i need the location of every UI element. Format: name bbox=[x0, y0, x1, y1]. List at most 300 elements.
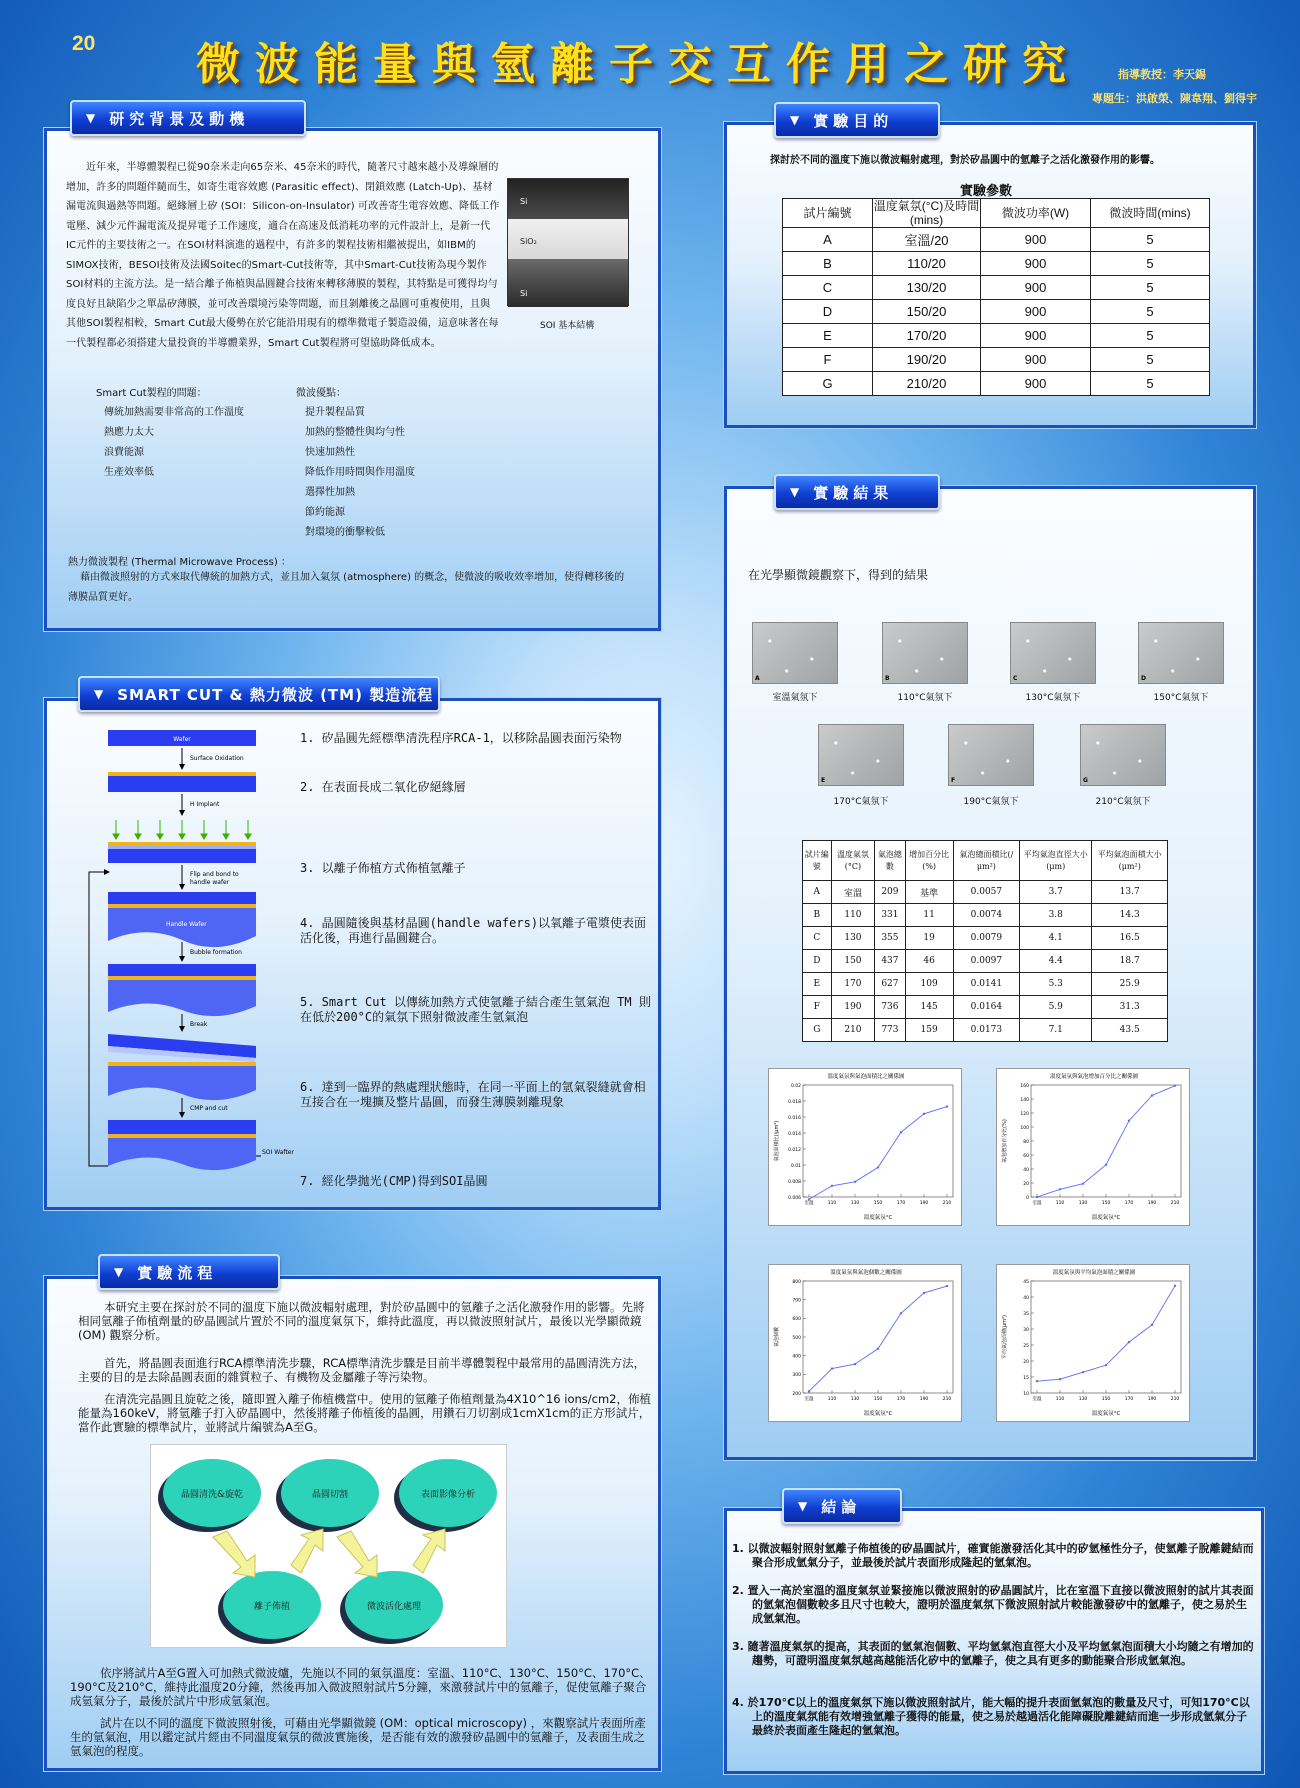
conclusion-header-label: 結論 bbox=[821, 1497, 862, 1516]
process-step: 2. 在表面長成二氧化矽絕緣層 bbox=[300, 780, 466, 794]
x-axis-label: 溫度氣氛°C bbox=[863, 1411, 893, 1417]
advantage-item: 降低作用時間與作用溫度 bbox=[305, 467, 415, 478]
table-header-cell: 氣泡總面積比(/μm²) bbox=[953, 841, 1019, 881]
table-cell: 3.8 bbox=[1020, 904, 1092, 927]
results-intro: 在光學顯微鏡觀察下，得到的結果 bbox=[748, 568, 929, 582]
x-tick-label: 110 bbox=[827, 1201, 837, 1206]
problem-item: 生產效率低 bbox=[104, 467, 154, 478]
table-cell: 190/20 bbox=[873, 348, 981, 372]
advantage-item: 快速加熱性 bbox=[305, 447, 355, 458]
y-tick-label: 120 bbox=[1020, 1111, 1029, 1117]
y-tick-label: 45 bbox=[1023, 1279, 1029, 1285]
table-cell: 150 bbox=[831, 950, 875, 973]
y-tick-label: 100 bbox=[1020, 1125, 1029, 1131]
y-axis-label: 氣泡面積比(/μm²) bbox=[774, 1120, 780, 1162]
table-header-cell: 增加百分比(%) bbox=[905, 841, 953, 881]
table-row bbox=[783, 252, 1210, 276]
params-table bbox=[782, 198, 1210, 396]
x-axis-label: 溫度氣氛°C bbox=[1091, 1411, 1121, 1417]
table-cell: 11 bbox=[905, 904, 953, 927]
y-tick-label: 160 bbox=[1020, 1083, 1029, 1089]
thermal-title: 熱力微波製程 (Thermal Microwave Process) ： bbox=[68, 557, 291, 568]
series-line bbox=[1037, 1286, 1175, 1381]
results-header bbox=[774, 474, 940, 510]
table-cell: 170 bbox=[831, 973, 875, 996]
table-cell: 331 bbox=[875, 904, 905, 927]
data-point bbox=[1128, 1341, 1130, 1343]
x-tick-label: 130 bbox=[1078, 1201, 1088, 1206]
advantage-item: 選擇性加熱 bbox=[305, 487, 355, 498]
x-tick-label: 110 bbox=[1055, 1201, 1065, 1206]
table-cell: 110/20 bbox=[873, 252, 981, 276]
chart-title: 溫度氣氛與氣泡增加百分比之關係圖 bbox=[1049, 1074, 1139, 1080]
procedure-paragraph-1: 本研究主要在探討於不同的溫度下施以微波輻射處理，對於矽晶圓中的氫離子之活化激發作用的影響。先將相同氫離子佈植劑量的矽晶圓試片置於不同的溫度氣氛下，維持此溫度，再以微波照射試片，最後以光學顯微鏡 (OM) 觀察分析。 bbox=[78, 1300, 645, 1342]
table-row bbox=[803, 973, 1168, 996]
data-point bbox=[1128, 1120, 1130, 1122]
table-cell: 16.5 bbox=[1092, 927, 1168, 950]
table-cell: 773 bbox=[875, 1019, 905, 1042]
x-tick-label: 210 bbox=[1170, 1397, 1180, 1402]
table-cell: 5.3 bbox=[1020, 973, 1092, 996]
soi-sio2-label: SiO₂ bbox=[520, 237, 537, 246]
chart-title: 溫度氣氛與平均氣泡面積之關係圖 bbox=[1052, 1270, 1136, 1276]
y-tick-label: 140 bbox=[1020, 1097, 1029, 1103]
table-cell: 4.4 bbox=[1020, 950, 1092, 973]
om-photo-caption: 150°C氣氛下 bbox=[1153, 693, 1209, 703]
problem-item: 熱應力太大 bbox=[104, 427, 154, 438]
y-tick-label: 300 bbox=[792, 1373, 801, 1379]
y-tick-label: 500 bbox=[792, 1335, 801, 1341]
chart-bubble-area-ratio bbox=[768, 1068, 962, 1226]
data-point bbox=[1059, 1378, 1061, 1380]
conclusion-header bbox=[782, 1488, 902, 1524]
om-photo: G bbox=[1080, 724, 1166, 786]
table-cell: 25.9 bbox=[1092, 973, 1168, 996]
table-row bbox=[783, 324, 1210, 348]
x-tick-label: 210 bbox=[1170, 1201, 1180, 1206]
table-cell: F bbox=[803, 996, 832, 1019]
results-header-label: 實驗結果 bbox=[813, 483, 894, 502]
table-header-cell: 試片編號 bbox=[783, 199, 873, 228]
data-point bbox=[1151, 1324, 1153, 1326]
poster-title: 微波能量與氫離子交互作用之研究 bbox=[196, 39, 1081, 90]
diagram-implant-label: H Implant bbox=[190, 801, 220, 808]
procedure-paragraph-2: 首先，將晶圓表面進行RCA標準清洗步驟，RCA標準清洗步驟是目前半導體製程中最常用的晶圓清洗方法，主要的目的是去除晶圓表面的雜質粒子、有機物及金屬離子等污染物。 bbox=[78, 1356, 646, 1384]
table-cell: 437 bbox=[875, 950, 905, 973]
x-tick-label: 170 bbox=[1124, 1397, 1134, 1402]
data-point bbox=[1151, 1094, 1153, 1096]
page-number: 20 bbox=[72, 32, 96, 55]
process-header bbox=[78, 676, 440, 712]
x-tick-label: 室溫 bbox=[1032, 1397, 1042, 1402]
y-tick-label: 0.014 bbox=[788, 1131, 801, 1137]
table-cell: 150/20 bbox=[873, 300, 981, 324]
y-tick-label: 0.02 bbox=[790, 1083, 801, 1089]
table-cell: A bbox=[783, 228, 873, 252]
table-cell: 170/20 bbox=[873, 324, 981, 348]
y-tick-label: 0.008 bbox=[788, 1179, 801, 1185]
table-cell: 43.5 bbox=[1092, 1019, 1168, 1042]
y-tick-label: 40 bbox=[1023, 1295, 1029, 1301]
data-point bbox=[808, 1390, 810, 1392]
table-cell: 900 bbox=[981, 324, 1091, 348]
flow-node: 晶圓切割 bbox=[281, 1459, 379, 1527]
diagram-wafer-label: Wafer bbox=[173, 736, 191, 743]
students-label: 專題生：洪啟榮、陳韋翔、劉得宇 bbox=[1092, 92, 1257, 105]
process-step: 5. Smart Cut 以傳統加熱方式使氫離子結合產生氫氣泡 TM 則在低於200°C的氣氛下照射微波產生氫氣泡 bbox=[300, 995, 651, 1024]
table-cell: 5 bbox=[1091, 348, 1210, 372]
table-cell: 190 bbox=[831, 996, 875, 1019]
x-tick-label: 150 bbox=[1101, 1201, 1111, 1206]
x-tick-label: 130 bbox=[1078, 1397, 1088, 1402]
procedure-paragraph-4: 依序將試片A至G置入可加熱式微波爐，先施以不同的氣氛溫度：室溫、110°C、130°C、150°C、170°C、190°C及210°C，維持此溫度20分鐘，然後再加入微波照射試片5分鐘，來激發試片中的氫離子，促使氫離子聚合成氫氣分子，最後於試片中形成氫氣泡。 bbox=[70, 1666, 651, 1708]
soi-si-top-label: Si bbox=[520, 197, 528, 206]
flow-node: 晶圓清洗&旋乾 bbox=[163, 1459, 261, 1527]
x-tick-label: 130 bbox=[850, 1397, 860, 1402]
y-tick-label: 60 bbox=[1023, 1153, 1029, 1159]
table-cell: 900 bbox=[981, 252, 1091, 276]
triangle-down-icon: ▼ bbox=[790, 485, 800, 499]
data-point bbox=[1036, 1196, 1038, 1198]
y-tick-label: 600 bbox=[792, 1317, 801, 1323]
table-cell: 210 bbox=[831, 1019, 875, 1042]
table-cell: G bbox=[783, 372, 873, 396]
y-tick-label: 0.01 bbox=[790, 1163, 801, 1169]
data-point bbox=[877, 1166, 879, 1168]
table-header-cell: 微波功率(W) bbox=[981, 199, 1091, 228]
y-tick-label: 35 bbox=[1023, 1311, 1029, 1317]
om-photo-caption: 130°C氣氛下 bbox=[1025, 693, 1081, 703]
table-cell: 5 bbox=[1091, 300, 1210, 324]
table-row bbox=[783, 276, 1210, 300]
x-tick-label: 190 bbox=[919, 1397, 929, 1402]
table-cell: 31.3 bbox=[1092, 996, 1168, 1019]
diagram-break-label: Break bbox=[190, 1021, 208, 1028]
purpose-header bbox=[774, 102, 940, 138]
om-photo-caption: 室溫氣氛下 bbox=[772, 693, 818, 703]
table-cell: 4.1 bbox=[1020, 927, 1092, 950]
table-cell: 5 bbox=[1091, 276, 1210, 300]
procedure-paragraph-3: 在清洗完晶圓且旋乾之後，隨即置入離子佈植機當中。使用的氫離子佈植劑量為4X10^16 ions/cm2，佈植能量為160keV，將氫離子打入矽晶圓中，然後將離子佈植後的晶圓，用鑽石刀切割成1cmX1cm的正方形試片，當作此實驗的標準試片，並將試片編號為A至G。 bbox=[78, 1392, 651, 1434]
flow-arrows bbox=[151, 1445, 508, 1649]
triangle-down-icon: ▼ bbox=[94, 687, 104, 701]
data-point bbox=[831, 1367, 833, 1369]
om-photo: E bbox=[818, 724, 904, 786]
conclusion-item: 4. 於170°C以上的溫度氣氛下施以微波照射試片，能大幅的提升表面氫氣泡的數量及尺寸，可知170°C以上的溫度氣氛能有效增強氫離子獲得的能量，使之易於越過活化能障礙脫離鍵結而進一步形成氫氣分子最終於表面產生隆起的氫氣泡。 bbox=[732, 1696, 1250, 1737]
process-step: 3. 以離子佈植方式佈植氫離子 bbox=[300, 861, 466, 875]
table-cell: 736 bbox=[875, 996, 905, 1019]
table-cell: B bbox=[783, 252, 873, 276]
table-row bbox=[803, 1019, 1168, 1042]
procedure-flow-diagram bbox=[150, 1444, 507, 1648]
y-tick-label: 20 bbox=[1023, 1181, 1029, 1187]
x-axis-label: 溫度氣氛°C bbox=[863, 1215, 893, 1221]
table-cell: 900 bbox=[981, 372, 1091, 396]
table-cell: 0.0057 bbox=[953, 881, 1019, 904]
table-cell: 0.0141 bbox=[953, 973, 1019, 996]
table-row bbox=[803, 904, 1168, 927]
y-tick-label: 80 bbox=[1023, 1139, 1029, 1145]
table-row bbox=[803, 881, 1168, 904]
conclusion-item: 1. 以微波輻射照射氫離子佈植後的矽晶圓試片，確實能激發活化其中的矽氫極性分子，使氫離子脫離鍵結而聚合形成氫氣分子，並最後於試片表面形成隆起的氫氣泡。 bbox=[732, 1542, 1254, 1569]
thermal-text: 藉由微波照射的方式來取代傳統的加熱方式，並且加入氣氛 (atmosphere) 的概念，使微波的吸收效率增加，使得轉移後的薄膜品質更好。 bbox=[68, 572, 625, 603]
problem-item: 傳統加熱需要非常高的工作溫度 bbox=[104, 407, 244, 418]
data-point bbox=[923, 1113, 925, 1115]
om-photo-caption: 170°C氣氛下 bbox=[833, 797, 889, 807]
om-photo: F bbox=[948, 724, 1034, 786]
flow-node: 表面影像分析 bbox=[399, 1459, 497, 1527]
advisor-label: 指導教授：李天錫 bbox=[1118, 68, 1206, 81]
table-cell: 110 bbox=[831, 904, 875, 927]
table-cell: D bbox=[783, 300, 873, 324]
diagram-oxidation-label: Surface Oxidation bbox=[190, 755, 244, 762]
y-tick-label: 400 bbox=[792, 1354, 801, 1360]
y-tick-label: 10 bbox=[1023, 1391, 1029, 1397]
background-header bbox=[70, 100, 306, 136]
table-cell: 209 bbox=[875, 881, 905, 904]
data-point bbox=[946, 1105, 948, 1107]
data-point bbox=[831, 1185, 833, 1187]
diagram-handle-label: Handle Wafer bbox=[166, 921, 207, 928]
x-tick-label: 110 bbox=[827, 1397, 837, 1402]
table-row bbox=[803, 950, 1168, 973]
data-point bbox=[854, 1363, 856, 1365]
table-cell: 18.7 bbox=[1092, 950, 1168, 973]
y-tick-label: 0.016 bbox=[788, 1115, 801, 1121]
table-cell: 46 bbox=[905, 950, 953, 973]
table-cell: 109 bbox=[905, 973, 953, 996]
om-photo: D bbox=[1138, 622, 1224, 684]
table-cell: 355 bbox=[875, 927, 905, 950]
chart-bubble-avg-area bbox=[996, 1264, 1190, 1422]
y-tick-label: 0.006 bbox=[788, 1195, 801, 1201]
table-cell: F bbox=[783, 348, 873, 372]
x-tick-label: 110 bbox=[1055, 1397, 1065, 1402]
table-cell: 室溫 bbox=[831, 881, 875, 904]
x-tick-label: 210 bbox=[942, 1201, 952, 1206]
table-cell: 0.0173 bbox=[953, 1019, 1019, 1042]
table-cell: 室溫/20 bbox=[873, 228, 981, 252]
triangle-down-icon: ▼ bbox=[86, 111, 96, 125]
data-point bbox=[1059, 1188, 1061, 1190]
data-point bbox=[1105, 1164, 1107, 1166]
process-step: 4. 晶圓隨後與基材晶圓(handle wafers)以氧離子電漿使表面活化後，再進行晶圓鍵合。 bbox=[300, 916, 647, 945]
advantages-title: 微波優點： bbox=[296, 388, 346, 399]
om-photo-caption: 110°C氣氛下 bbox=[897, 693, 953, 703]
y-axis-label: 氣泡個數 bbox=[774, 1326, 780, 1348]
purpose-text: 探討於不同的溫度下施以微波輻射處理，對於矽晶圓中的氫離子之活化激發作用的影響。 bbox=[770, 155, 1160, 166]
table-cell: 145 bbox=[905, 996, 953, 1019]
procedure-header-label: 實驗流程 bbox=[137, 1263, 218, 1282]
soi-structure-image bbox=[507, 178, 629, 306]
data-point bbox=[1105, 1364, 1107, 1366]
process-step: 1. 矽晶圓先經標準清洗程序RCA-1，以移除晶圓表面污染物 bbox=[300, 731, 622, 745]
advantage-item: 對環境的衝擊較低 bbox=[305, 527, 385, 538]
plot-area bbox=[1031, 1281, 1181, 1393]
table-header-cell: 溫度氣氛(°C)及時間(mins) bbox=[873, 199, 980, 227]
table-cell: 0.0074 bbox=[953, 904, 1019, 927]
process-step: 7. 經化學拋光(CMP)得到SOI晶圓 bbox=[300, 1174, 488, 1188]
data-point bbox=[808, 1198, 810, 1200]
x-tick-label: 室溫 bbox=[804, 1397, 814, 1402]
table-cell: 900 bbox=[981, 228, 1091, 252]
table-cell: 5.9 bbox=[1020, 996, 1092, 1019]
triangle-down-icon: ▼ bbox=[114, 1265, 124, 1279]
diagram-flip-label-2: handle wafer bbox=[190, 879, 230, 886]
table-row bbox=[803, 996, 1168, 1019]
x-tick-label: 170 bbox=[1124, 1201, 1134, 1206]
series-line bbox=[809, 1107, 947, 1200]
x-tick-label: 210 bbox=[942, 1397, 952, 1402]
x-tick-label: 150 bbox=[1101, 1397, 1111, 1402]
x-axis-label: 溫度氣氛°C bbox=[1091, 1215, 1121, 1221]
table-cell: 5 bbox=[1091, 228, 1210, 252]
table-cell: A bbox=[803, 881, 832, 904]
table-header-cell: 溫度氣氛(°C) bbox=[831, 841, 875, 881]
y-tick-label: 200 bbox=[792, 1391, 801, 1397]
procedure-paragraph-5: 試片在以不同的溫度下微波照射後，可藉由光學顯微鏡 (OM：optical microscopy) ，來觀察試片表面所產生的氫氣泡，用以鑑定試片經由不同溫度氣氛的微波實施後，是否能有效的激發矽晶圓中的氫離子，及表面生成之氫氣泡的程度。 bbox=[70, 1716, 646, 1758]
y-tick-label: 0.018 bbox=[788, 1099, 801, 1105]
x-tick-label: 170 bbox=[896, 1397, 906, 1402]
table-cell: 13.7 bbox=[1092, 881, 1168, 904]
table-cell: 3.7 bbox=[1020, 881, 1092, 904]
y-tick-label: 700 bbox=[792, 1298, 801, 1304]
params-table-title: 實驗參數 bbox=[960, 184, 1013, 199]
process-header-label: SMART CUT & 熱力微波 (TM) 製造流程 bbox=[117, 685, 434, 704]
diagram-soi-label: SOI Wafter bbox=[262, 1149, 294, 1156]
advantage-item: 提升製程品質 bbox=[305, 407, 365, 418]
table-row bbox=[803, 927, 1168, 950]
y-axis-label: 平均氣泡面積(μm²) bbox=[1002, 1315, 1008, 1359]
y-tick-label: 20 bbox=[1023, 1359, 1029, 1365]
table-cell: 0.0164 bbox=[953, 996, 1019, 1019]
triangle-down-icon: ▼ bbox=[790, 113, 800, 127]
triangle-down-icon: ▼ bbox=[798, 1499, 808, 1513]
data-point bbox=[923, 1292, 925, 1294]
flow-node: 離子佈植 bbox=[223, 1571, 321, 1639]
table-cell: 5 bbox=[1091, 324, 1210, 348]
table-cell: 0.0097 bbox=[953, 950, 1019, 973]
process-step: 6. 達到一臨界的熱處理狀態時，在同一平面上的氫氣裂縫就會相互接合在一塊擴及整片晶圓，而發生薄膜剝離現象 bbox=[300, 1080, 646, 1109]
advantage-item: 節約能源 bbox=[305, 507, 345, 518]
y-tick-label: 0.012 bbox=[788, 1147, 801, 1153]
x-tick-label: 室溫 bbox=[804, 1201, 814, 1206]
chart-title: 溫度氣氛與氣泡面積比之關係圖 bbox=[827, 1074, 905, 1080]
table-header-cell: 微波時間(mins) bbox=[1091, 199, 1210, 228]
table-cell: 14.3 bbox=[1092, 904, 1168, 927]
data-point bbox=[877, 1348, 879, 1350]
table-cell: B bbox=[803, 904, 832, 927]
x-tick-label: 130 bbox=[850, 1201, 860, 1206]
problem-item: 浪費能源 bbox=[104, 447, 144, 458]
plot-area bbox=[1031, 1085, 1181, 1197]
om-photo-caption: 210°C氣氛下 bbox=[1095, 797, 1151, 807]
y-tick-label: 0 bbox=[1026, 1195, 1029, 1201]
data-point bbox=[1082, 1183, 1084, 1185]
chart-bubble-count bbox=[768, 1264, 962, 1422]
conclusion-item: 2. 置入一高於室溫的溫度氣氛並緊接施以微波照射的矽晶圓試片，比在室溫下直接以微波照射的試片其表面的氫氣泡個數較多且尺寸也較大，證明於溫度氣氛下微波照射試片較能激發矽中的氫離子，使之易於生成氫氣泡。 bbox=[732, 1584, 1254, 1625]
x-tick-label: 室溫 bbox=[1032, 1201, 1042, 1206]
table-cell: G bbox=[803, 1019, 832, 1042]
chart-bubble-increase bbox=[996, 1068, 1190, 1226]
table-cell: D bbox=[803, 950, 832, 973]
data-point bbox=[946, 1285, 948, 1287]
results-table bbox=[802, 840, 1168, 1042]
data-point bbox=[1174, 1085, 1176, 1087]
diagram-cmp-label: CMP and cut bbox=[190, 1105, 228, 1112]
table-cell: 210/20 bbox=[873, 372, 981, 396]
table-cell: 19 bbox=[905, 927, 953, 950]
table-row bbox=[783, 372, 1210, 396]
data-point bbox=[1036, 1380, 1038, 1382]
background-header-label: 研究背景及動機 bbox=[109, 109, 250, 128]
table-cell: 627 bbox=[875, 973, 905, 996]
table-cell: 900 bbox=[981, 300, 1091, 324]
om-photo: C bbox=[1010, 622, 1096, 684]
problems-title: Smart Cut製程的問題： bbox=[96, 388, 207, 399]
procedure-header bbox=[98, 1254, 280, 1290]
data-point bbox=[900, 1131, 902, 1133]
x-tick-label: 190 bbox=[1147, 1201, 1157, 1206]
x-tick-label: 190 bbox=[1147, 1397, 1157, 1402]
plot-area bbox=[803, 1085, 953, 1197]
soi-si-bottom-label: Si bbox=[520, 289, 528, 298]
series-line bbox=[809, 1286, 947, 1391]
table-cell: C bbox=[783, 276, 873, 300]
table-header-cell: 氣泡總數 bbox=[875, 841, 905, 881]
table-cell: 130/20 bbox=[873, 276, 981, 300]
y-tick-label: 800 bbox=[792, 1279, 801, 1285]
data-point bbox=[1082, 1371, 1084, 1373]
x-tick-label: 170 bbox=[896, 1201, 906, 1206]
y-tick-label: 40 bbox=[1023, 1167, 1029, 1173]
data-point bbox=[1174, 1285, 1176, 1287]
table-header-row bbox=[803, 841, 1168, 881]
table-cell: 基準 bbox=[905, 881, 953, 904]
purpose-header-label: 實驗目的 bbox=[813, 111, 894, 130]
table-cell: 159 bbox=[905, 1019, 953, 1042]
table-header-row bbox=[783, 199, 1210, 228]
data-point bbox=[854, 1181, 856, 1183]
table-cell: 900 bbox=[981, 276, 1091, 300]
table-cell: 5 bbox=[1091, 252, 1210, 276]
y-axis-label: 氣泡增加百分比(%) bbox=[1002, 1119, 1008, 1163]
table-header-cell: 平均氣泡面積大小(μm²) bbox=[1092, 841, 1168, 881]
smart-cut-diagram bbox=[86, 726, 294, 1196]
y-tick-label: 15 bbox=[1023, 1375, 1029, 1381]
flow-node: 微波活化處理 bbox=[345, 1571, 443, 1639]
soi-caption: SOI 基本結構 bbox=[540, 321, 595, 331]
table-cell: 0.0079 bbox=[953, 927, 1019, 950]
x-tick-label: 150 bbox=[873, 1201, 883, 1206]
conclusion-item: 3. 隨著溫度氣氛的提高，其表面的氫氣泡個數、平均氫氣泡直徑大小及平均氫氣泡面積大小均隨之有增加的趨勢，可證明溫度氣氛越高越能活化矽中的氫離子，使之具有更多的動能聚合形成氫氣泡。 bbox=[732, 1640, 1254, 1667]
y-tick-label: 25 bbox=[1023, 1343, 1029, 1349]
table-cell: C bbox=[803, 927, 832, 950]
series-line bbox=[1037, 1086, 1175, 1197]
table-cell: 900 bbox=[981, 348, 1091, 372]
diagram-bubble-label: Bubble formation bbox=[190, 949, 242, 956]
advantage-item: 加熱的整體性與均勻性 bbox=[305, 427, 405, 438]
y-tick-label: 30 bbox=[1023, 1327, 1029, 1333]
table-row bbox=[783, 348, 1210, 372]
om-photo-caption: 190°C氣氛下 bbox=[963, 797, 1019, 807]
table-row bbox=[783, 228, 1210, 252]
chart-title: 溫度氣氛與氣泡個數之關係圖 bbox=[830, 1270, 902, 1276]
x-tick-label: 150 bbox=[873, 1397, 883, 1402]
data-point bbox=[900, 1312, 902, 1314]
table-header-cell: 試片編號 bbox=[803, 841, 832, 881]
om-photo: B bbox=[882, 622, 968, 684]
